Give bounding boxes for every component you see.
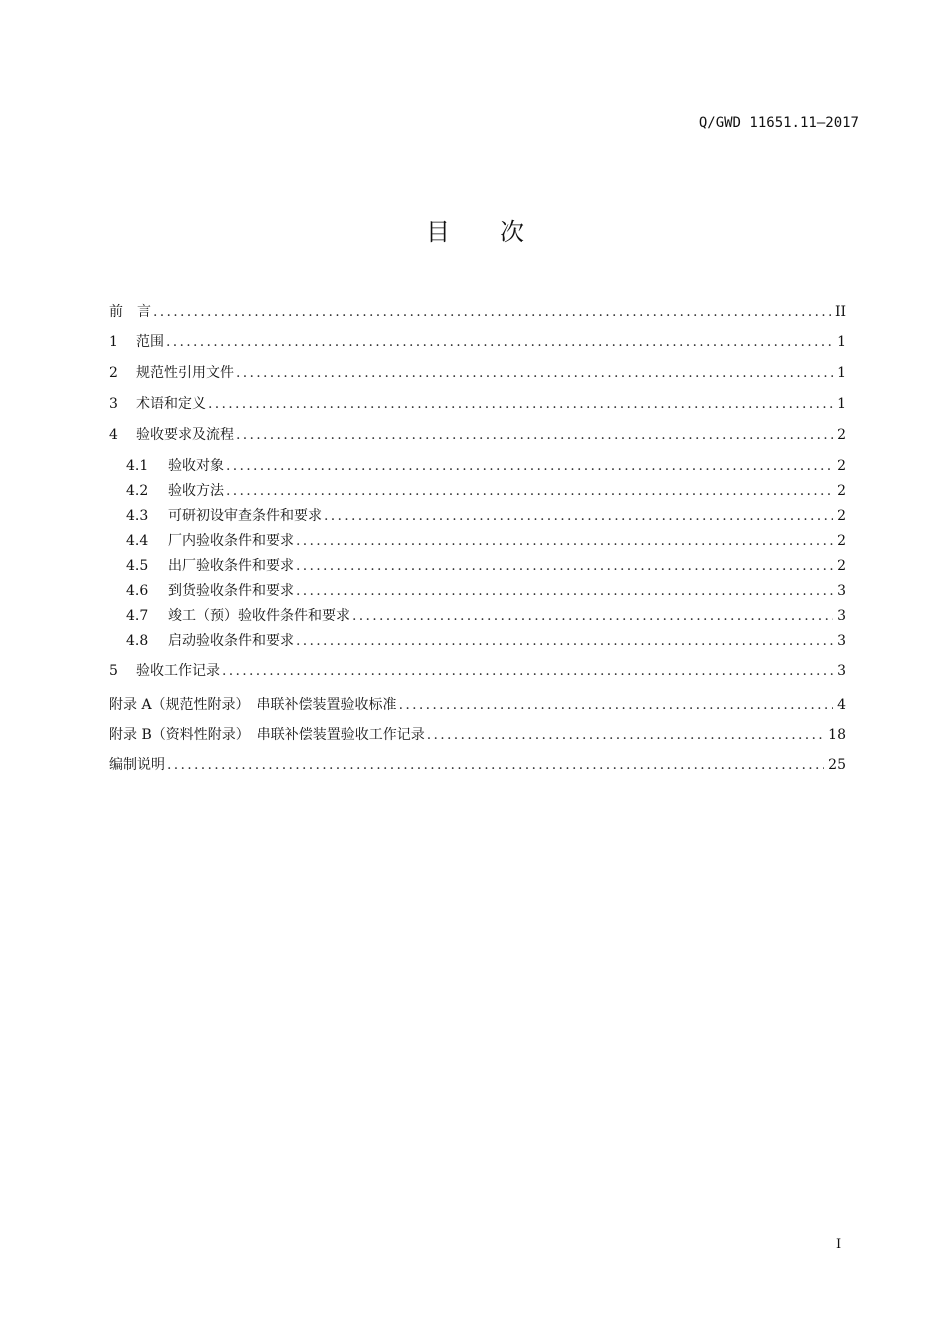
toc-label: 规范性引用文件 (136, 365, 234, 381)
toc-label: 术语和定义 (136, 396, 206, 412)
toc-entry-4-7[interactable] (126, 606, 846, 626)
toc-entry-foreword[interactable] (109, 302, 846, 322)
toc-leader (296, 531, 833, 551)
toc-label: 附录 A（规范性附录） 串联补偿装置验收标准 (109, 697, 397, 713)
toc-number: 4.3 (126, 508, 149, 524)
toc-label: 到货验收条件和要求 (168, 583, 294, 599)
toc-label: 验收工作记录 (136, 663, 220, 679)
page-title (0, 212, 950, 247)
toc-leader (153, 302, 831, 322)
toc-leader (167, 755, 824, 775)
toc-label: 验收要求及流程 (136, 427, 234, 443)
toc-entry-2[interactable] (109, 363, 846, 383)
toc-leader (226, 456, 833, 476)
toc-label: 编制说明 (109, 757, 165, 773)
toc-label: 启动验收条件和要求 (168, 633, 294, 649)
toc-leader (296, 631, 833, 651)
toc-leader (222, 661, 833, 681)
toc-number: 4.8 (126, 633, 149, 649)
toc-entry-4-4[interactable] (126, 531, 846, 551)
toc-page: 3 (837, 663, 846, 679)
toc-leader (226, 481, 833, 501)
toc-entry-4-2[interactable] (126, 481, 846, 501)
toc-entry-4-8[interactable] (126, 631, 846, 651)
toc-page: 1 (837, 396, 846, 412)
toc-page: II (834, 304, 846, 320)
page-number: I (836, 1237, 842, 1252)
toc-leader (296, 581, 833, 601)
toc-number: 4.7 (126, 608, 149, 624)
toc-page: 1 (837, 334, 846, 350)
toc-entry-4-3[interactable] (126, 506, 846, 526)
toc-label: 出厂验收条件和要求 (168, 558, 294, 574)
toc-entry-4-6[interactable] (126, 581, 846, 601)
toc-number: 4.1 (126, 458, 149, 474)
toc-page: 3 (837, 608, 846, 624)
toc-label: 竣工（预）验收件条件和要求 (168, 608, 350, 624)
toc-entry-appendix-b[interactable] (109, 725, 846, 745)
toc-label: 前 言 (109, 304, 151, 320)
toc-page: 2 (837, 427, 846, 443)
title-char-1: 目 (426, 218, 450, 246)
toc-number: 4.6 (126, 583, 149, 599)
toc-leader (352, 606, 833, 626)
toc-entry-appendix-a[interactable] (109, 695, 846, 715)
toc-label: 厂内验收条件和要求 (168, 533, 294, 549)
toc-number: 3 (109, 396, 118, 412)
toc-page: 3 (837, 633, 846, 649)
toc-leader (236, 425, 833, 445)
toc-label: 可研初设审查条件和要求 (168, 508, 322, 524)
toc-entry-5[interactable] (109, 661, 846, 681)
toc-leader (208, 394, 833, 414)
toc-label: 验收方法 (168, 483, 224, 499)
toc-leader (399, 695, 834, 715)
toc-number: 4 (109, 427, 118, 443)
toc-entry-4-5[interactable] (126, 556, 846, 576)
toc-number: 5 (109, 663, 118, 679)
toc-page: 1 (837, 365, 846, 381)
toc-page: 2 (837, 483, 846, 499)
toc-entry-1[interactable] (109, 332, 846, 352)
toc-label: 范围 (136, 334, 164, 350)
toc-leader (296, 556, 833, 576)
toc-leader (166, 332, 833, 352)
toc-leader (236, 363, 833, 383)
toc-entry-3[interactable] (109, 394, 846, 414)
toc-number: 1 (109, 334, 118, 350)
toc-label: 附录 B（资料性附录） 串联补偿装置验收工作记录 (109, 727, 425, 743)
toc-page: 2 (837, 458, 846, 474)
title-char-2: 次 (500, 218, 524, 246)
toc-label: 验收对象 (168, 458, 224, 474)
toc-number: 4.4 (126, 533, 149, 549)
toc-number: 4.5 (126, 558, 149, 574)
toc-leader (427, 725, 824, 745)
toc-page: 25 (828, 757, 846, 773)
toc-number: 4.2 (126, 483, 149, 499)
toc-page: 3 (837, 583, 846, 599)
toc-page: 2 (837, 533, 846, 549)
toc-page: 2 (837, 558, 846, 574)
toc-entry-4[interactable] (109, 425, 846, 445)
toc-number: 2 (109, 365, 118, 381)
standard-code: Q/GWD 11651.11—2017 (698, 115, 859, 131)
toc-entry-4-1[interactable] (126, 456, 846, 476)
toc-leader (324, 506, 833, 526)
toc-page: 4 (837, 697, 846, 713)
toc-entry-compilation-notes[interactable] (109, 755, 846, 775)
toc-page: 2 (837, 508, 846, 524)
toc-page: 18 (828, 727, 846, 743)
